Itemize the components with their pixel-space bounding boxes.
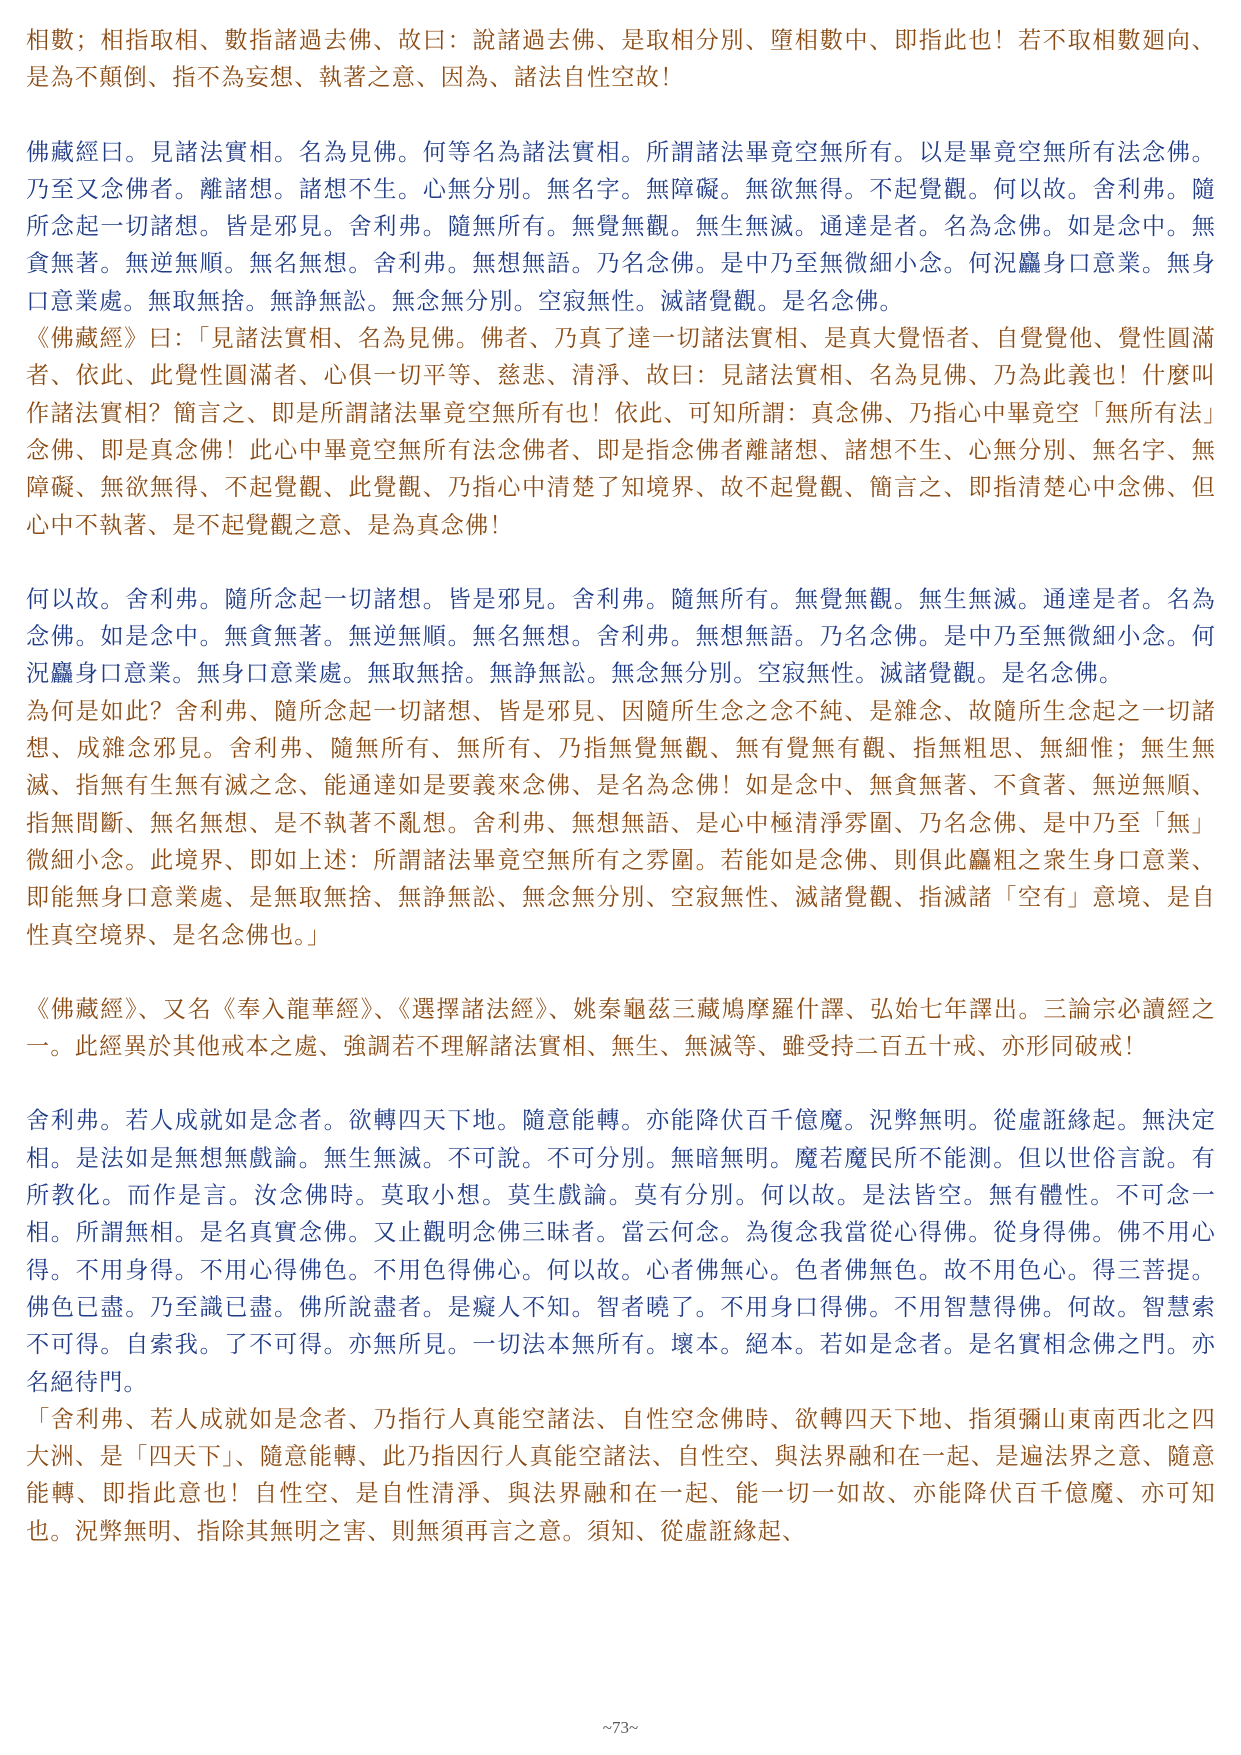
document-page bbox=[26, 22, 1216, 1550]
commentary-paragraph-1: 相數；相指取相、數指諸過去佛、故曰：說諸過去佛、是取相分別、墮相數中、即指此也！若不取相數廻向、是為不顛倒、指不為妄想、執著之意、因為、諸法自性空故！ bbox=[26, 27, 1216, 92]
commentary-paragraph-4: 《佛藏經》、又名《奉入龍華經》、《選擇諸法經》、姚秦龜茲三藏鳩摩羅什譯、弘始七年譯出。三論宗必讀經之一。此經異於其他戒本之處、強調若不理解諸法實相、無生、無滅等、雖受持二百五十戒、亦形同破戒！ bbox=[26, 995, 1216, 1061]
sutra-quote-paragraph-2: 何以故。舍利弗。隨所念起一切諸想。皆是邪見。舍利弗。隨無所有。無覺無觀。無生無滅。通達是者。名為念佛。如是念中。無貪無著。無逆無順。無名無想。舍利弗。無想無語。乃名念佛。是中乃至無微細小念。何況麤身口意業。無身口意業處。無取無捨。無諍無訟。無念無分別。空寂無性。滅諸覺觀。是名念佛。 bbox=[26, 585, 1216, 688]
paragraph-gap bbox=[26, 954, 1216, 991]
paragraph-gap bbox=[26, 544, 1216, 581]
commentary-paragraph-2: 《佛藏經》曰：「見諸法實相、名為見佛。佛者、乃真了達一切諸法實相、是真大覺悟者、自覺覺他、覺性圓滿者、依此、此覺性圓滿者、心俱一切平等、慈悲、清淨、故曰：見諸法實相、名為見佛、乃為此義也！什麼叫作諸法實相？簡言之、即是所謂諸法畢竟空無所有也！依此、可知所謂：真念佛、乃指心中畢竟空「無所有法」念佛、即是真念佛！此心中畢竟空無所有法念佛者、即是指念佛者離諸想、諸想不生、心無分別、無名字、無障礙、無欲無得、不起覺觀、此覺觀、乃指心中清楚了知境界、故不起覺觀、簡言之、即指清楚心中念佛、但心中不執著、是不起覺觀之意、是為真念佛！ bbox=[26, 325, 1216, 539]
commentary-paragraph-3: 為何是如此？舍利弗、隨所念起一切諸想、皆是邪見、因隨所生念之念不純、是雜念、故隨所生念起之一切諸想、成雜念邪見。舍利弗、隨無所有、無所有、乃指無覺無觀、無有覺無有觀、指無粗思、無細惟；無生無滅、指無有生無有滅之念、能通達如是要義來念佛、是名為念佛！如是念中、無貪無著、不貪著、無逆無順、指無間斷、無名無想、是不執著不亂想。舍利弗、無想無語、是心中極清淨雰圍、乃名念佛、是中乃至「無」微細小念。此境界、即如上述：所謂諸法畢竟空無所有之雰圍。若能如是念佛、則俱此麤粗之衆生身口意業、即能無身口意業處、是無取無捨、無諍無訟、無念無分別、空寂無性、滅諸覺觀、指滅諸「空有」意境、是自性真空境界、是名念佛也。」 bbox=[26, 697, 1216, 949]
paragraph-gap bbox=[26, 1065, 1216, 1102]
sutra-quote-paragraph-1: 佛藏經曰。見諸法實相。名為見佛。何等名為諸法實相。所謂諸法畢竟空無所有。以是畢竟空無所有法念佛。乃至又念佛者。離諸想。諸想不生。心無分別。無名字。無障礙。無欲無得。不起覺觀。何以故。舍利弗。隨所念起一切諸想。皆是邪見。舍利弗。隨無所有。無覺無觀。無生無滅。通達是者。名為念佛。如是念中。無貪無著。無逆無順。無名無想。舍利弗。無想無語。乃名念佛。是中乃至無微細小念。何況麤身口意業。無身口意業處。無取無捨。無諍無訟。無念無分別。空寂無性。滅諸覺觀。是名念佛。 bbox=[26, 138, 1216, 315]
commentary-paragraph-5: 「舍利弗、若人成就如是念者、乃指行人真能空諸法、自性空念佛時、欲轉四天下地、指須彌山東南西北之四大洲、是「四天下」、隨意能轉、此乃指因行人真能空諸法、自性空、與法界融和在一起、是遍法界之意、隨意能轉、即指此意也！自性空、是自性清淨、與法界融和在一起、能一切一如故、亦能降伏百千億魔、亦可知也。況弊無明、指除其無明之害、則無須再言之意。須知、從虛誑緣起、 bbox=[26, 1405, 1216, 1545]
sutra-quote-paragraph-3: 舍利弗。若人成就如是念者。欲轉四天下地。隨意能轉。亦能降伏百千億魔。況弊無明。從虛誑緣起。無決定相。是法如是無想無戲論。無生無滅。不可說。不可分別。無暗無明。魔若魔民所不能測。但以世俗言說。有所教化。而作是言。汝念佛時。莫取小想。莫生戲論。莫有分別。何以故。是法皆空。無有體性。不可念一相。所謂無相。是名真實念佛。又止觀明念佛三昧者。當云何念。為復念我當從心得佛。從身得佛。佛不用心得。不用身得。不用心得佛色。不用色得佛心。何以故。心者佛無心。色者佛無色。故不用色心。得三菩提。佛色已盡。乃至識已盡。佛所說盡者。是癡人不知。智者曉了。不用身口得佛。不用智慧得佛。何故。智慧索不可得。自索我。了不可得。亦無所見。一切法本無所有。壞本。絕本。若如是念者。是名實相念佛之門。亦名絕待門。 bbox=[26, 1107, 1216, 1396]
page-number: ~73~ bbox=[602, 1718, 639, 1737]
paragraph-gap bbox=[26, 97, 1216, 134]
